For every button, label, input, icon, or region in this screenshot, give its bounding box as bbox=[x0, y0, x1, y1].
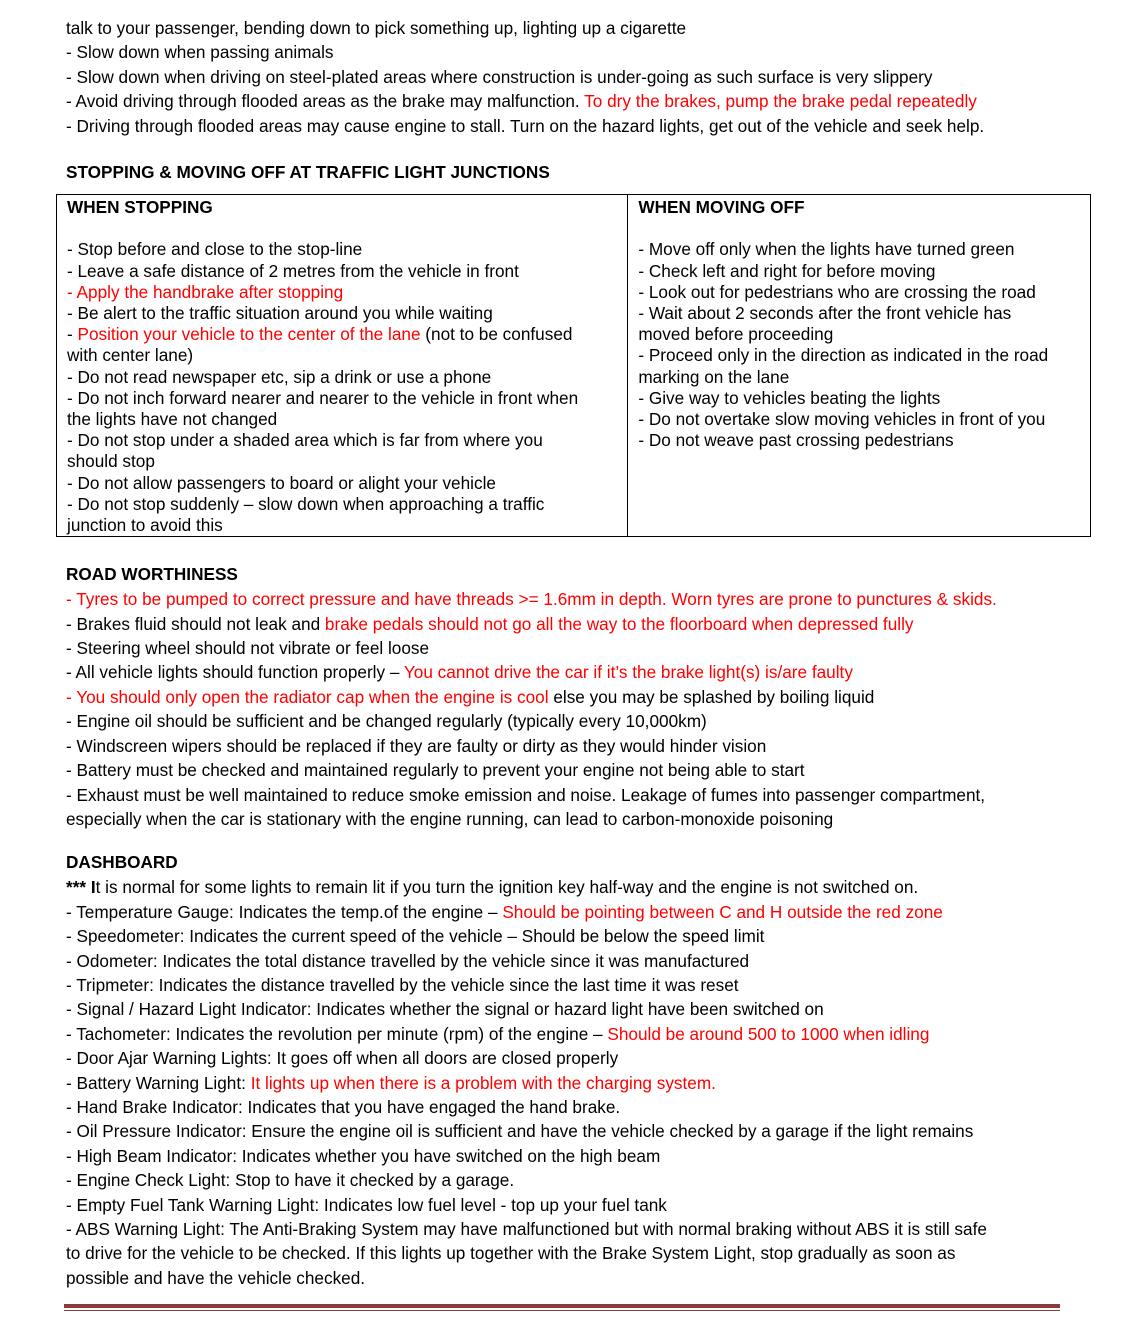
text-line bbox=[66, 1266, 1096, 1290]
text-run: - Slow down when driving on steel-plated areas where construction is under-going as such surface is very slippery bbox=[66, 66, 933, 87]
text-run: - All vehicle lights should function properly – bbox=[66, 662, 404, 683]
text-line bbox=[66, 924, 1096, 948]
text-run: - Do not stop under a shaded area which is far from where you bbox=[67, 430, 543, 451]
text-run: should stop bbox=[67, 451, 155, 472]
text-line bbox=[66, 997, 1096, 1021]
text-run: - Driving through flooded areas may cause engine to stall. Turn on the hazard lights, get out of the vehicle and seek help. bbox=[66, 115, 985, 136]
text-line bbox=[638, 367, 1082, 388]
dashboard-note bbox=[66, 875, 1096, 899]
text-line bbox=[66, 1168, 1096, 1192]
text-run: - Leave a safe distance of 2 metres from the vehicle in front bbox=[67, 260, 519, 281]
text-line bbox=[67, 388, 619, 409]
highlighted-text: It lights up when there is a problem with the charging system. bbox=[250, 1072, 716, 1093]
when-moving-off-list bbox=[638, 239, 1082, 451]
text-line bbox=[66, 709, 1096, 733]
text-line bbox=[66, 1144, 1096, 1168]
text-run: - Do not inch forward nearer and nearer to the vehicle in front when bbox=[67, 387, 579, 408]
text-line bbox=[67, 282, 619, 303]
text-run: - Hand Brake Indicator: Indicates that you have engaged the hand brake. bbox=[66, 1096, 621, 1117]
text-line bbox=[638, 303, 1082, 324]
text-run: - Be alert to the traffic situation around you while waiting bbox=[67, 303, 493, 324]
text-run: - Wait about 2 seconds after the front vehicle has bbox=[638, 303, 1012, 324]
when-stopping-cell bbox=[57, 195, 628, 537]
text-line bbox=[66, 949, 1096, 973]
text-run: marking on the lane bbox=[638, 366, 790, 387]
dashboard-heading: DASHBOARD bbox=[66, 852, 178, 873]
text-run: - Oil Pressure Indicator: Ensure the engine oil is sufficient and have the vehicle checked by a garage if the light remains bbox=[66, 1121, 974, 1142]
text-line bbox=[67, 430, 619, 451]
text-run: - Battery must be checked and maintained regularly to prevent your engine not being able to start bbox=[66, 760, 805, 781]
text-run: - Do not allow passengers to board or alight your vehicle bbox=[67, 472, 496, 493]
highlighted-text: You cannot drive the car if it’s the brake light(s) is/are faulty bbox=[403, 662, 853, 683]
text-line bbox=[67, 451, 619, 472]
when-stopping-title: WHEN STOPPING bbox=[67, 197, 213, 218]
text-line bbox=[66, 1241, 1096, 1265]
text-line bbox=[66, 40, 1096, 64]
text-run: - Stop before and close to the stop-line bbox=[67, 239, 363, 260]
text-run: - Move off only when the lights have turned green bbox=[638, 239, 1015, 260]
text-line bbox=[66, 1022, 1096, 1046]
text-run: especially when the car is stationary with the engine running, can lead to carbon-monoxide poisoning bbox=[66, 808, 834, 829]
text-run: to drive for the vehicle to be checked. If this lights up together with the Brake System Light, stop gradually as soon as bbox=[66, 1243, 956, 1264]
text-line bbox=[66, 1046, 1096, 1070]
text-run: - Battery Warning Light: bbox=[66, 1072, 251, 1093]
text-run: - Tripmeter: Indicates the distance travelled by the vehicle since the last time it was reset bbox=[66, 974, 739, 995]
text-line bbox=[66, 636, 1096, 660]
text-line bbox=[66, 1217, 1096, 1241]
traffic-light-table bbox=[56, 194, 1091, 537]
highlighted-text: brake pedals should not go all the way to the floorboard when depressed fully bbox=[324, 613, 914, 634]
text-run: - Speedometer: Indicates the current speed of the vehicle – Should be below the speed limit bbox=[66, 926, 765, 947]
text-line bbox=[67, 473, 619, 494]
text-line bbox=[638, 261, 1082, 282]
text-line bbox=[66, 734, 1096, 758]
text-line bbox=[638, 324, 1082, 345]
text-line bbox=[638, 388, 1082, 409]
text-run: - Brakes fluid should not leak and bbox=[66, 613, 325, 634]
text-line bbox=[66, 1119, 1096, 1143]
text-run: - Steering wheel should not vibrate or feel loose bbox=[66, 638, 430, 659]
text-line bbox=[66, 807, 1096, 831]
text-line bbox=[67, 239, 619, 260]
footer-rule bbox=[64, 1304, 1060, 1308]
highlighted-text: - Tyres to be pumped to correct pressure and have threads >= 1.6mm in depth. Worn tyres are prone to punctures & skids. bbox=[66, 589, 997, 610]
text-run: junction to avoid this bbox=[67, 515, 223, 536]
traffic-section-heading: STOPPING & MOVING OFF AT TRAFFIC LIGHT JUNCTIONS bbox=[66, 162, 550, 183]
text-line bbox=[67, 324, 619, 345]
text-run: with center lane) bbox=[67, 345, 194, 366]
text-line bbox=[638, 430, 1082, 451]
highlighted-text: - You should only open the radiator cap when the engine is cool bbox=[66, 686, 549, 707]
text-run: - Door Ajar Warning Lights: It goes off when all doors are closed properly bbox=[66, 1048, 619, 1069]
text-line bbox=[66, 89, 1096, 113]
text-run: - Odometer: Indicates the total distance travelled by the vehicle since it was manufactured bbox=[66, 950, 750, 971]
intro-section bbox=[66, 16, 1096, 138]
text-run: - Check left and right for before moving bbox=[638, 260, 936, 281]
text-line bbox=[66, 114, 1096, 138]
text-line bbox=[67, 515, 619, 536]
text-line bbox=[66, 587, 1096, 611]
text-run: possible and have the vehicle checked. bbox=[66, 1267, 366, 1288]
text-line bbox=[66, 1095, 1096, 1119]
when-moving-off-cell bbox=[628, 195, 1091, 537]
text-line bbox=[638, 345, 1082, 366]
text-line bbox=[66, 900, 1096, 924]
text-run: - Do not overtake slow moving vehicles in front of you bbox=[638, 409, 1046, 430]
highlighted-text: Position your vehicle to the center of the lane bbox=[77, 324, 421, 345]
text-run: - Temperature Gauge: Indicates the temp.of the engine – bbox=[66, 901, 503, 922]
text-run: - Give way to vehicles beating the lights bbox=[638, 387, 941, 408]
text-line bbox=[66, 685, 1096, 709]
highlighted-text: - Apply the handbrake after stopping bbox=[67, 281, 344, 302]
text-run: - Exhaust must be well maintained to reduce smoke emission and noise. Leakage of fumes into passenger compartment, bbox=[66, 784, 986, 805]
text-line bbox=[638, 239, 1082, 260]
footer-rule-thin bbox=[64, 1310, 1060, 1311]
text-run: - Slow down when passing animals bbox=[66, 42, 334, 63]
when-stopping-list bbox=[67, 239, 619, 536]
text-run: - Look out for pedestrians who are crossing the road bbox=[638, 281, 1036, 302]
text-run: - bbox=[67, 324, 78, 345]
text-run: - Do not stop suddenly – slow down when approaching a traffic bbox=[67, 493, 545, 514]
text-run: - Do not read newspaper etc, sip a drink or use a phone bbox=[67, 366, 492, 387]
text-line bbox=[638, 282, 1082, 303]
text-line bbox=[66, 973, 1096, 997]
text-line bbox=[66, 660, 1096, 684]
dashboard-note-text: t is normal for some lights to remain lit if you turn the ignition key half-way and the engine is not switched on. bbox=[95, 877, 919, 898]
text-line bbox=[66, 65, 1096, 89]
text-run: - Tachometer: Indicates the revolution per minute (rpm) of the engine – bbox=[66, 1023, 608, 1044]
text-line bbox=[67, 409, 619, 430]
text-line bbox=[67, 345, 619, 366]
text-run: moved before proceeding bbox=[638, 324, 834, 345]
text-run: - Windscreen wipers should be replaced if they are faulty or dirty as they would hinder vision bbox=[66, 735, 767, 756]
text-line bbox=[66, 783, 1096, 807]
road-worthiness-list bbox=[66, 587, 1096, 831]
text-run: talk to your passenger, bending down to pick something up, lighting up a cigarette bbox=[66, 18, 687, 38]
text-run: - Empty Fuel Tank Warning Light: Indicates low fuel level - top up your fuel tank bbox=[66, 1194, 667, 1215]
text-run: - High Beam Indicator: Indicates whether you have switched on the high beam bbox=[66, 1145, 661, 1166]
text-line bbox=[66, 758, 1096, 782]
text-run: - Engine oil should be sufficient and be changed regularly (typically every 10,000km) bbox=[66, 711, 707, 732]
highlighted-text: To dry the brakes, pump the brake pedal repeatedly bbox=[584, 91, 977, 112]
text-run: - Engine Check Light: Stop to have it checked by a garage. bbox=[66, 1170, 515, 1191]
text-run: - Do not weave past crossing pedestrians bbox=[638, 430, 954, 451]
text-line bbox=[67, 494, 619, 515]
text-run: else you may be splashed by boiling liquid bbox=[548, 686, 875, 707]
text-run: - Proceed only in the direction as indicated in the road bbox=[638, 345, 1049, 366]
text-line bbox=[67, 261, 619, 282]
text-line bbox=[66, 16, 1096, 40]
highlighted-text: Should be around 500 to 1000 when idling bbox=[607, 1023, 930, 1044]
text-line bbox=[66, 612, 1096, 636]
text-line bbox=[638, 409, 1082, 430]
text-line bbox=[67, 367, 619, 388]
text-line bbox=[67, 303, 619, 324]
dashboard-note-marker: *** I bbox=[66, 877, 96, 898]
text-line bbox=[66, 1071, 1096, 1095]
road-worthiness-heading: ROAD WORTHINESS bbox=[66, 564, 238, 585]
text-run: the lights have not changed bbox=[67, 409, 278, 430]
document-page bbox=[66, 16, 1096, 1290]
text-run: - Avoid driving through flooded areas as the brake may malfunction. bbox=[66, 91, 585, 112]
text-run: (not to be confused bbox=[420, 324, 573, 345]
highlighted-text: Should be pointing between C and H outside the red zone bbox=[502, 901, 943, 922]
text-run: - Signal / Hazard Light Indicator: Indicates whether the signal or hazard light have been switched on bbox=[66, 999, 824, 1020]
dashboard-list bbox=[66, 900, 1096, 1291]
text-line bbox=[66, 1193, 1096, 1217]
text-run: - ABS Warning Light: The Anti-Braking System may have malfunctioned but with normal braking without ABS it is still safe bbox=[66, 1219, 987, 1240]
when-moving-off-title: WHEN MOVING OFF bbox=[638, 197, 805, 218]
